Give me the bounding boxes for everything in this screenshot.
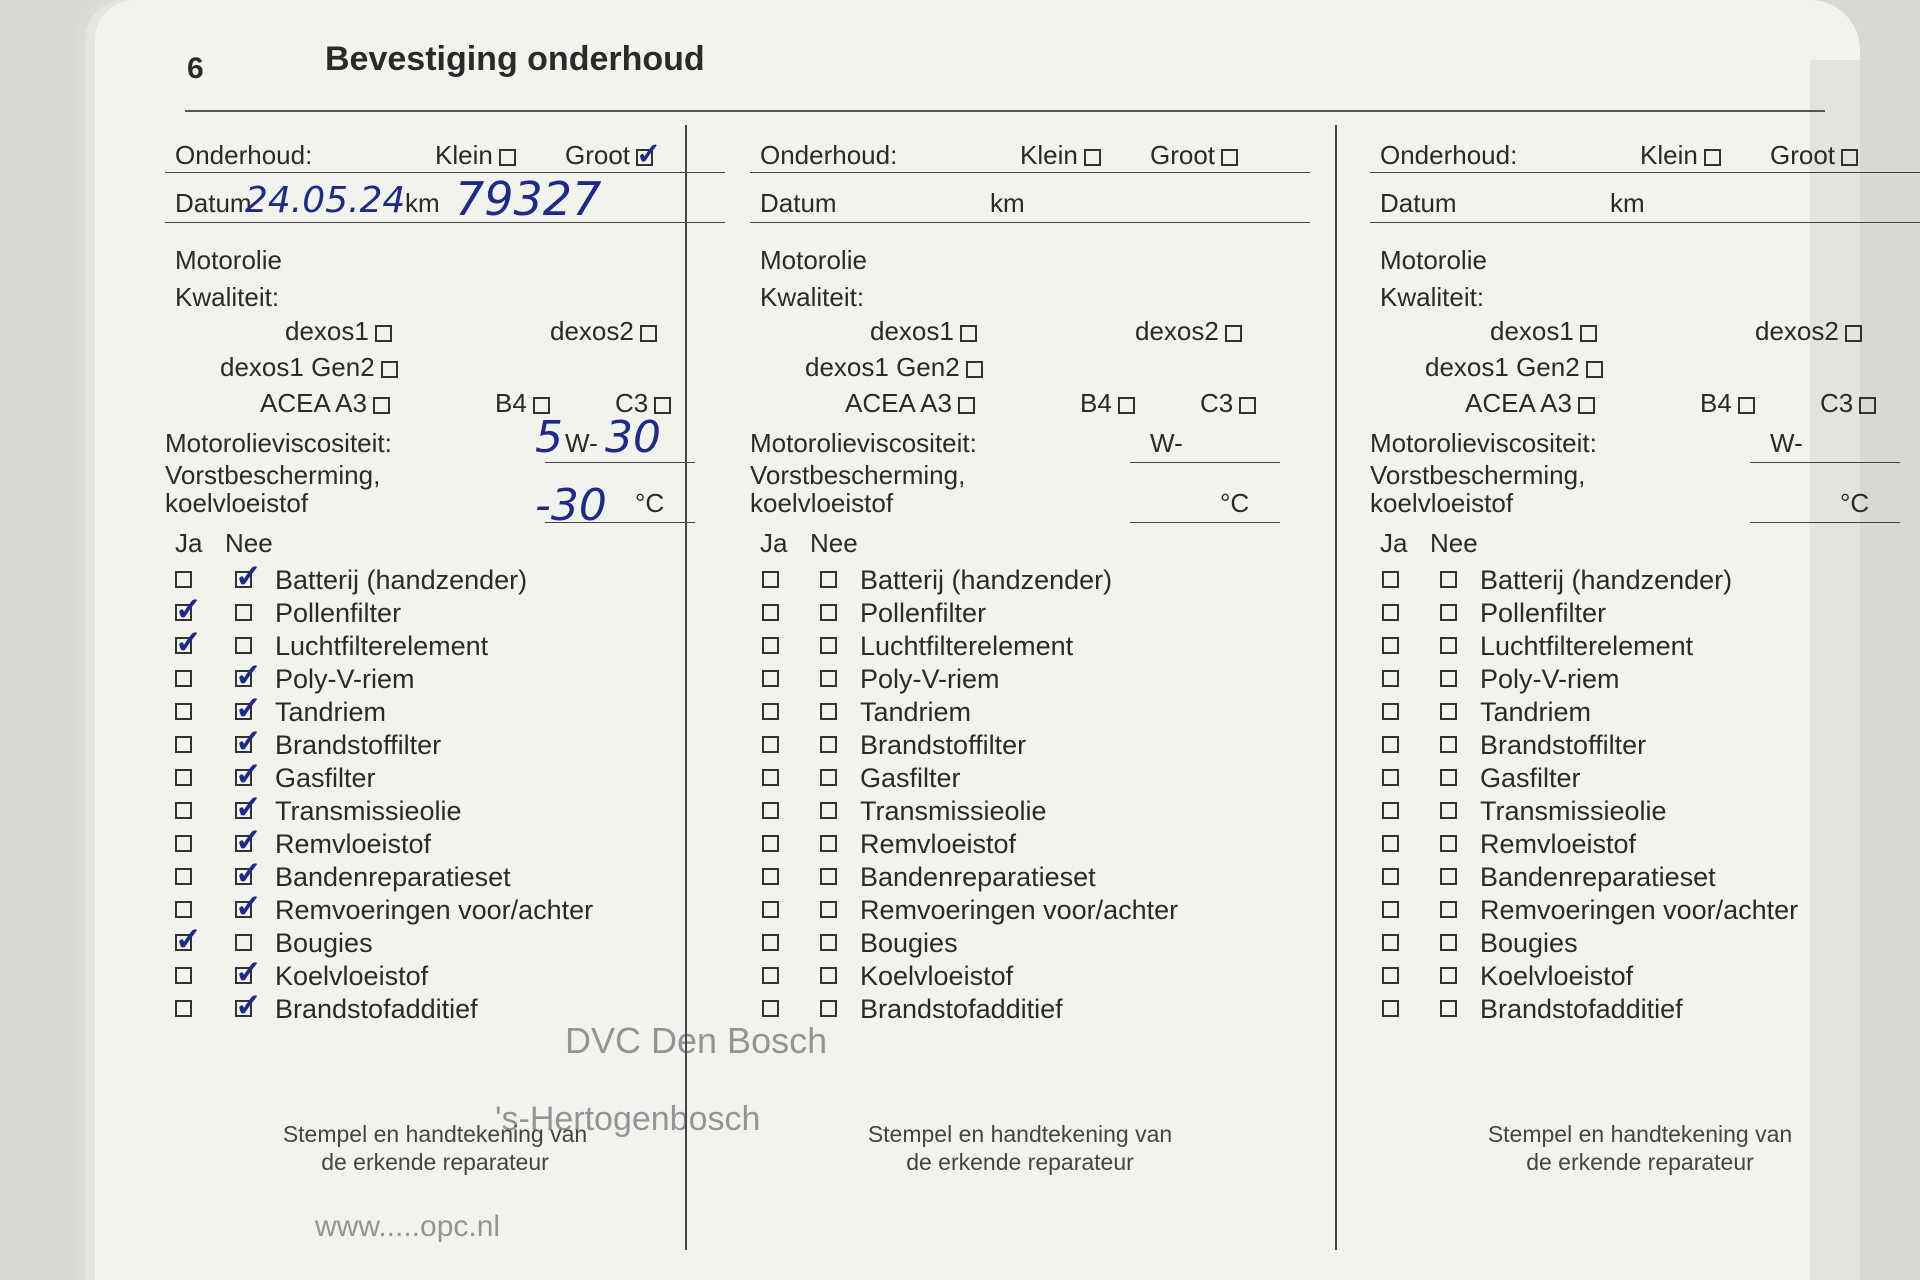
acea-label: ACEA A3 [260, 388, 367, 418]
checklist-row [1370, 829, 1920, 859]
nee-checkbox[interactable] [235, 934, 252, 951]
header-rule [185, 40, 1825, 112]
checklist-row [1370, 730, 1920, 760]
dexos1-option [1490, 316, 1597, 347]
ja-checkbox[interactable] [175, 571, 192, 588]
checklist-item-label: Brandstofadditief [860, 994, 1063, 1024]
nee-checkbox[interactable] [235, 967, 252, 984]
onderhoud-rule [1370, 172, 1920, 173]
viscositeit-label: Motorolieviscositeit: [1370, 428, 1597, 458]
acea-checkbox[interactable] [1578, 397, 1595, 414]
w-label: W- [1150, 428, 1183, 458]
ja-checkbox[interactable] [175, 637, 192, 654]
acea-option [260, 388, 390, 419]
ja-checkbox[interactable] [1382, 604, 1399, 621]
kwaliteit-label: Kwaliteit: [175, 282, 280, 312]
checklist-item-label: Remvoeringen voor/achter [275, 895, 594, 925]
checklist-item-label: Poly-V-riem [1480, 664, 1620, 694]
checklist-row [750, 730, 1310, 760]
checklist-row [1370, 697, 1920, 727]
ja-checkbox[interactable] [1382, 637, 1399, 654]
onderhoud-label: Onderhoud: [1380, 140, 1518, 170]
dexos1-label: dexos1 [1490, 316, 1574, 346]
b4-label: B4 [1700, 388, 1732, 418]
viscositeit-left-value: 5 [535, 412, 563, 463]
nee-checkbox[interactable] [820, 901, 837, 918]
checklist-row [750, 928, 1310, 958]
ja-checkbox[interactable] [175, 901, 192, 918]
groot-label: Groot [565, 140, 631, 170]
nee-checkbox[interactable] [820, 802, 837, 819]
stamp-caption-line2: de erkende reparateur [1526, 1149, 1754, 1175]
ja-checkbox[interactable] [1382, 670, 1399, 687]
datum-rule [1370, 222, 1920, 223]
b4-checkbox[interactable] [1738, 397, 1755, 414]
motorolie-heading: Motorolie [760, 245, 867, 275]
acea-label: ACEA A3 [845, 388, 952, 418]
ja-checkbox[interactable] [762, 736, 779, 753]
ja-checkbox[interactable] [1382, 901, 1399, 918]
groot-option [1770, 140, 1858, 171]
dexos1gen2-checkbox[interactable] [381, 361, 398, 378]
checklist-row [750, 763, 1310, 793]
checklist-row [750, 565, 1310, 595]
klein-option [435, 140, 516, 171]
nee-checkbox[interactable] [1440, 802, 1457, 819]
checklist-item-label: Batterij (handzender) [1480, 565, 1733, 595]
nee-checkbox[interactable] [820, 769, 837, 786]
stamp-caption-line1: Stempel en handtekening van [282, 1121, 588, 1147]
nee-checkbox[interactable] [235, 703, 252, 720]
checklist-item-label: Remvloeistof [275, 829, 432, 859]
dexos1gen2-checkbox[interactable] [966, 361, 983, 378]
dexos1-option [870, 316, 977, 347]
checklist-row [1370, 994, 1920, 1024]
vorst-label-1: Vorstbescherming, [165, 460, 381, 490]
nee-checkbox[interactable] [820, 736, 837, 753]
checklist-row [1370, 598, 1920, 628]
checklist-item-label: Bougies [860, 928, 958, 958]
nee-checkbox[interactable] [1440, 1000, 1457, 1017]
viscositeit-rule [1130, 462, 1280, 463]
groot-label: Groot [1770, 140, 1836, 170]
maintenance-entry-3 [1370, 120, 1920, 1260]
checklist-row [1370, 928, 1920, 958]
checklist-item-label: Poly-V-riem [860, 664, 1000, 694]
c3-label: C3 [1200, 388, 1234, 418]
km-label: km [1610, 188, 1645, 218]
checklist-item-label: Bandenreparatieset [1480, 862, 1716, 892]
dexos1gen2-label: dexos1 Gen2 [1425, 352, 1580, 382]
checklist-row [750, 796, 1310, 826]
checklist-item-label: Koelvloeistof [860, 961, 1014, 991]
b4-label: B4 [1080, 388, 1112, 418]
vorst-rule [545, 522, 695, 523]
acea-option [1465, 388, 1595, 419]
ja-header: Ja [1380, 528, 1408, 558]
nee-checkbox[interactable] [235, 670, 252, 687]
datum-value: 24.05.24 [245, 180, 406, 221]
groot-option [565, 140, 653, 171]
nee-checkbox[interactable] [1440, 967, 1457, 984]
checklist-item-label: Brandstoffilter [1480, 730, 1647, 760]
ja-checkbox[interactable] [175, 1000, 192, 1017]
checklist-item-label: Transmissieolie [275, 796, 462, 826]
viscositeit-rule [545, 462, 695, 463]
checklist-item-label: Bandenreparatieset [275, 862, 511, 892]
checklist-item-label: Bougies [1480, 928, 1578, 958]
ja-checkbox[interactable] [175, 604, 192, 621]
checklist-row [750, 829, 1310, 859]
c3-option [1820, 388, 1876, 419]
celsius-label: °C [1220, 488, 1250, 518]
maintenance-entry-1 [165, 120, 725, 1260]
dexos1gen2-checkbox[interactable] [1586, 361, 1603, 378]
motorolie-heading: Motorolie [175, 245, 282, 275]
ja-checkbox[interactable] [762, 571, 779, 588]
checklist-item-label: Remvloeistof [860, 829, 1017, 859]
stamp-caption-line1: Stempel en handtekening van [1487, 1121, 1793, 1147]
ja-checkbox[interactable] [762, 1000, 779, 1017]
stamp-city: 's-Hertogenbosch [495, 1100, 761, 1138]
dexos2-checkbox[interactable] [1845, 325, 1862, 342]
nee-checkbox[interactable] [235, 604, 252, 621]
onderhoud-label: Onderhoud: [175, 140, 313, 170]
vorst-rule [1130, 522, 1280, 523]
booklet-page [95, 0, 1870, 1280]
nee-checkbox[interactable] [235, 571, 252, 588]
dexos2-label: dexos2 [1755, 316, 1839, 346]
nee-checkbox[interactable] [1440, 934, 1457, 951]
checklist-item-label: Pollenfilter [1480, 598, 1607, 628]
checklist-item-label: Bougies [275, 928, 373, 958]
celsius-label: °C [1840, 488, 1870, 518]
datum-rule [750, 222, 1310, 223]
checklist-row [750, 631, 1310, 661]
klein-label: Klein [1020, 140, 1078, 170]
checklist-item-label: Remvloeistof [1480, 829, 1637, 859]
klein-label: Klein [435, 140, 493, 170]
nee-checkbox[interactable] [1440, 736, 1457, 753]
vorst-label-2: koelvloeistof [1370, 488, 1514, 518]
nee-checkbox[interactable] [1440, 670, 1457, 687]
dexos1gen2-option [805, 352, 983, 383]
dexos1-label: dexos1 [870, 316, 954, 346]
ja-checkbox[interactable] [175, 703, 192, 720]
nee-checkbox[interactable] [235, 802, 252, 819]
acea-checkbox[interactable] [373, 397, 390, 414]
viscositeit-rule [1750, 462, 1900, 463]
ja-checkbox[interactable] [1382, 835, 1399, 852]
c3-option [1200, 388, 1256, 419]
ja-checkbox[interactable] [762, 835, 779, 852]
nee-checkbox[interactable] [820, 703, 837, 720]
nee-header: Nee [1430, 528, 1478, 558]
ja-checkbox[interactable] [175, 736, 192, 753]
checklist-item-label: Poly-V-riem [275, 664, 415, 694]
checklist-item-label: Tandriem [1480, 697, 1592, 727]
checklist-row [165, 598, 725, 628]
checklist-row [165, 565, 725, 595]
nee-checkbox[interactable] [235, 835, 252, 852]
nee-checkbox[interactable] [820, 868, 837, 885]
klein-option [1640, 140, 1721, 171]
checklist-row [165, 895, 725, 925]
stamp-signature-caption [1410, 1120, 1870, 1176]
stamp-caption-line2: de erkende reparateur [906, 1149, 1134, 1175]
nee-checkbox[interactable] [820, 835, 837, 852]
checklist-item-label: Tandriem [275, 697, 387, 727]
ja-checkbox[interactable] [1382, 571, 1399, 588]
ja-checkbox[interactable] [175, 868, 192, 885]
groot-checkbox[interactable] [1841, 149, 1858, 166]
c3-checkbox[interactable] [1239, 397, 1256, 414]
checklist-item-label: Batterij (handzender) [860, 565, 1113, 595]
vorst-label-2: koelvloeistof [165, 488, 309, 518]
dexos2-option [550, 316, 657, 347]
checklist-item-label: Koelvloeistof [1480, 961, 1634, 991]
viscositeit-label: Motorolieviscositeit: [165, 428, 392, 458]
dexos2-option [1135, 316, 1242, 347]
column-divider [1335, 125, 1337, 1250]
vorst-value: -30 [535, 480, 607, 531]
acea-checkbox[interactable] [958, 397, 975, 414]
nee-checkbox[interactable] [820, 967, 837, 984]
checklist-item-label: Transmissieolie [1480, 796, 1667, 826]
checklist-row [750, 697, 1310, 727]
ja-checkbox[interactable] [175, 769, 192, 786]
ja-checkbox[interactable] [1382, 1000, 1399, 1017]
onderhoud-label: Onderhoud: [760, 140, 898, 170]
ja-checkbox[interactable] [1382, 703, 1399, 720]
nee-checkbox[interactable] [235, 769, 252, 786]
nee-checkbox[interactable] [820, 637, 837, 654]
checklist-item-label: Brandstoffilter [275, 730, 442, 760]
checklist-item-label: Gasfilter [1480, 763, 1581, 793]
checklist-row [1370, 631, 1920, 661]
ja-checkbox[interactable] [762, 802, 779, 819]
checklist-row [1370, 763, 1920, 793]
nee-header: Nee [225, 528, 273, 558]
klein-label: Klein [1640, 140, 1698, 170]
klein-checkbox[interactable] [499, 149, 516, 166]
kwaliteit-label: Kwaliteit: [1380, 282, 1485, 312]
dexos1-checkbox[interactable] [1580, 325, 1597, 342]
dexos1gen2-label: dexos1 Gen2 [220, 352, 375, 382]
acea-label: ACEA A3 [1465, 388, 1572, 418]
c3-label: C3 [1820, 388, 1854, 418]
checklist-row [1370, 961, 1920, 991]
nee-checkbox[interactable] [820, 934, 837, 951]
ja-checkbox[interactable] [762, 703, 779, 720]
nee-checkbox[interactable] [1440, 571, 1457, 588]
stamp-web: www.....opc.nl [315, 1210, 501, 1243]
checklist-item-label: Brandstofadditief [1480, 994, 1683, 1024]
checklist-item-label: Bandenreparatieset [860, 862, 1096, 892]
nee-checkbox[interactable] [1440, 769, 1457, 786]
km-label: km [405, 188, 440, 218]
checklist-item-label: Koelvloeistof [275, 961, 429, 991]
checklist-row [1370, 862, 1920, 892]
groot-checkbox[interactable] [636, 149, 653, 166]
checklist-row [750, 664, 1310, 694]
dexos1-checkbox[interactable] [960, 325, 977, 342]
ja-checkbox[interactable] [1382, 736, 1399, 753]
checklist-item-label: Gasfilter [860, 763, 961, 793]
stamp-signature-caption [790, 1120, 1250, 1176]
checklist-item-label: Luchtfilterelement [1480, 631, 1694, 661]
klein-option [1020, 140, 1101, 171]
checklist-item-label: Luchtfilterelement [860, 631, 1074, 661]
checklist-item-label: Luchtfilterelement [275, 631, 489, 661]
nee-checkbox[interactable] [235, 868, 252, 885]
b4-option [1080, 388, 1135, 419]
dexos1gen2-option [1425, 352, 1603, 383]
stamp-caption-line2: de erkende reparateur [321, 1149, 549, 1175]
c3-checkbox[interactable] [1859, 397, 1876, 414]
nee-checkbox[interactable] [1440, 901, 1457, 918]
w-label: W- [1770, 428, 1803, 458]
checklist-item-label: Pollenfilter [860, 598, 987, 628]
ja-checkbox[interactable] [175, 967, 192, 984]
checklist-item-label: Remvoeringen voor/achter [1480, 895, 1799, 925]
dexos1gen2-option [220, 352, 398, 383]
groot-option [1150, 140, 1238, 171]
checklist-item-label: Batterij (handzender) [275, 565, 528, 595]
dexos1-option [285, 316, 392, 347]
nee-checkbox[interactable] [1440, 703, 1457, 720]
groot-checkbox[interactable] [1221, 149, 1238, 166]
page-number: 6 [187, 52, 204, 85]
acea-option [845, 388, 975, 419]
km-label: km [990, 188, 1025, 218]
checklist-item-label: Brandstoffilter [860, 730, 1027, 760]
ja-checkbox[interactable] [175, 835, 192, 852]
page-title: Bevestiging onderhoud [325, 40, 705, 78]
b4-checkbox[interactable] [1118, 397, 1135, 414]
checklist-item-label: Transmissieolie [860, 796, 1047, 826]
ja-checkbox[interactable] [762, 868, 779, 885]
vorst-label-1: Vorstbescherming, [1370, 460, 1586, 490]
ja-checkbox[interactable] [762, 637, 779, 654]
stamp-name: DVC Den Bosch [565, 1020, 828, 1061]
km-value: 79327 [455, 172, 602, 226]
datum-label: Datum [1380, 188, 1457, 218]
checklist-row [750, 994, 1310, 1024]
b4-label: B4 [495, 388, 527, 418]
ja-checkbox[interactable] [762, 769, 779, 786]
onderhoud-rule [750, 172, 1310, 173]
checklist-item-label: Pollenfilter [275, 598, 402, 628]
ja-header: Ja [175, 528, 203, 558]
ja-checkbox[interactable] [1382, 934, 1399, 951]
dexos2-option [1755, 316, 1862, 347]
onderhoud-rule [165, 172, 725, 173]
nee-checkbox[interactable] [820, 571, 837, 588]
nee-checkbox[interactable] [820, 670, 837, 687]
ja-checkbox[interactable] [175, 802, 192, 819]
ja-checkbox[interactable] [762, 670, 779, 687]
dexos2-label: dexos2 [1135, 316, 1219, 346]
checklist-row [750, 961, 1310, 991]
ja-checkbox[interactable] [762, 934, 779, 951]
ja-checkbox[interactable] [175, 670, 192, 687]
dexos1-checkbox[interactable] [375, 325, 392, 342]
datum-label: Datum [760, 188, 837, 218]
nee-checkbox[interactable] [1440, 637, 1457, 654]
nee-checkbox[interactable] [820, 604, 837, 621]
stamp-caption-line1: Stempel en handtekening van [867, 1121, 1173, 1147]
ja-checkbox[interactable] [762, 967, 779, 984]
checklist-item-label: Remvoeringen voor/achter [860, 895, 1179, 925]
checklist-row [1370, 565, 1920, 595]
dexos2-checkbox[interactable] [640, 325, 657, 342]
nee-checkbox[interactable] [235, 1000, 252, 1017]
dexos1gen2-label: dexos1 Gen2 [805, 352, 960, 382]
dexos1-label: dexos1 [285, 316, 369, 346]
klein-checkbox[interactable] [1704, 149, 1721, 166]
kwaliteit-label: Kwaliteit: [760, 282, 865, 312]
checklist-row [750, 895, 1310, 925]
checklist-row [1370, 664, 1920, 694]
checklist-row [750, 862, 1310, 892]
ja-checkbox[interactable] [175, 934, 192, 951]
groot-label: Groot [1150, 140, 1216, 170]
ja-checkbox[interactable] [762, 604, 779, 621]
nee-checkbox[interactable] [1440, 868, 1457, 885]
nee-checkbox[interactable] [1440, 604, 1457, 621]
c3-label: C3 [615, 388, 649, 418]
dexos2-checkbox[interactable] [1225, 325, 1242, 342]
vorst-label-1: Vorstbescherming, [750, 460, 966, 490]
vorst-rule [1750, 522, 1900, 523]
nee-checkbox[interactable] [235, 637, 252, 654]
ja-header: Ja [760, 528, 788, 558]
checklist-item-label: Gasfilter [275, 763, 376, 793]
checklist-row [1370, 796, 1920, 826]
maintenance-entry-2 [750, 120, 1310, 1260]
checklist-item-label: Tandriem [860, 697, 972, 727]
ja-checkbox[interactable] [1382, 769, 1399, 786]
checklist-item-label: Brandstofadditief [275, 994, 478, 1024]
datum-rule [165, 222, 725, 223]
celsius-label: °C [635, 488, 665, 518]
klein-checkbox[interactable] [1084, 149, 1101, 166]
nee-checkbox[interactable] [235, 736, 252, 753]
dexos2-label: dexos2 [550, 316, 634, 346]
ja-checkbox[interactable] [762, 901, 779, 918]
w-label: W- [565, 428, 598, 458]
datum-label: Datum [175, 188, 252, 218]
viscositeit-right-value: 30 [605, 412, 661, 463]
nee-header: Nee [810, 528, 858, 558]
vorst-label-2: koelvloeistof [750, 488, 894, 518]
checklist-row [750, 598, 1310, 628]
ja-checkbox[interactable] [1382, 802, 1399, 819]
motorolie-heading: Motorolie [1380, 245, 1487, 275]
ja-checkbox[interactable] [1382, 868, 1399, 885]
ja-checkbox[interactable] [1382, 967, 1399, 984]
b4-option [1700, 388, 1755, 419]
nee-checkbox[interactable] [235, 901, 252, 918]
viscositeit-label: Motorolieviscositeit: [750, 428, 977, 458]
nee-checkbox[interactable] [820, 1000, 837, 1017]
nee-checkbox[interactable] [1440, 835, 1457, 852]
checklist-row [1370, 895, 1920, 925]
